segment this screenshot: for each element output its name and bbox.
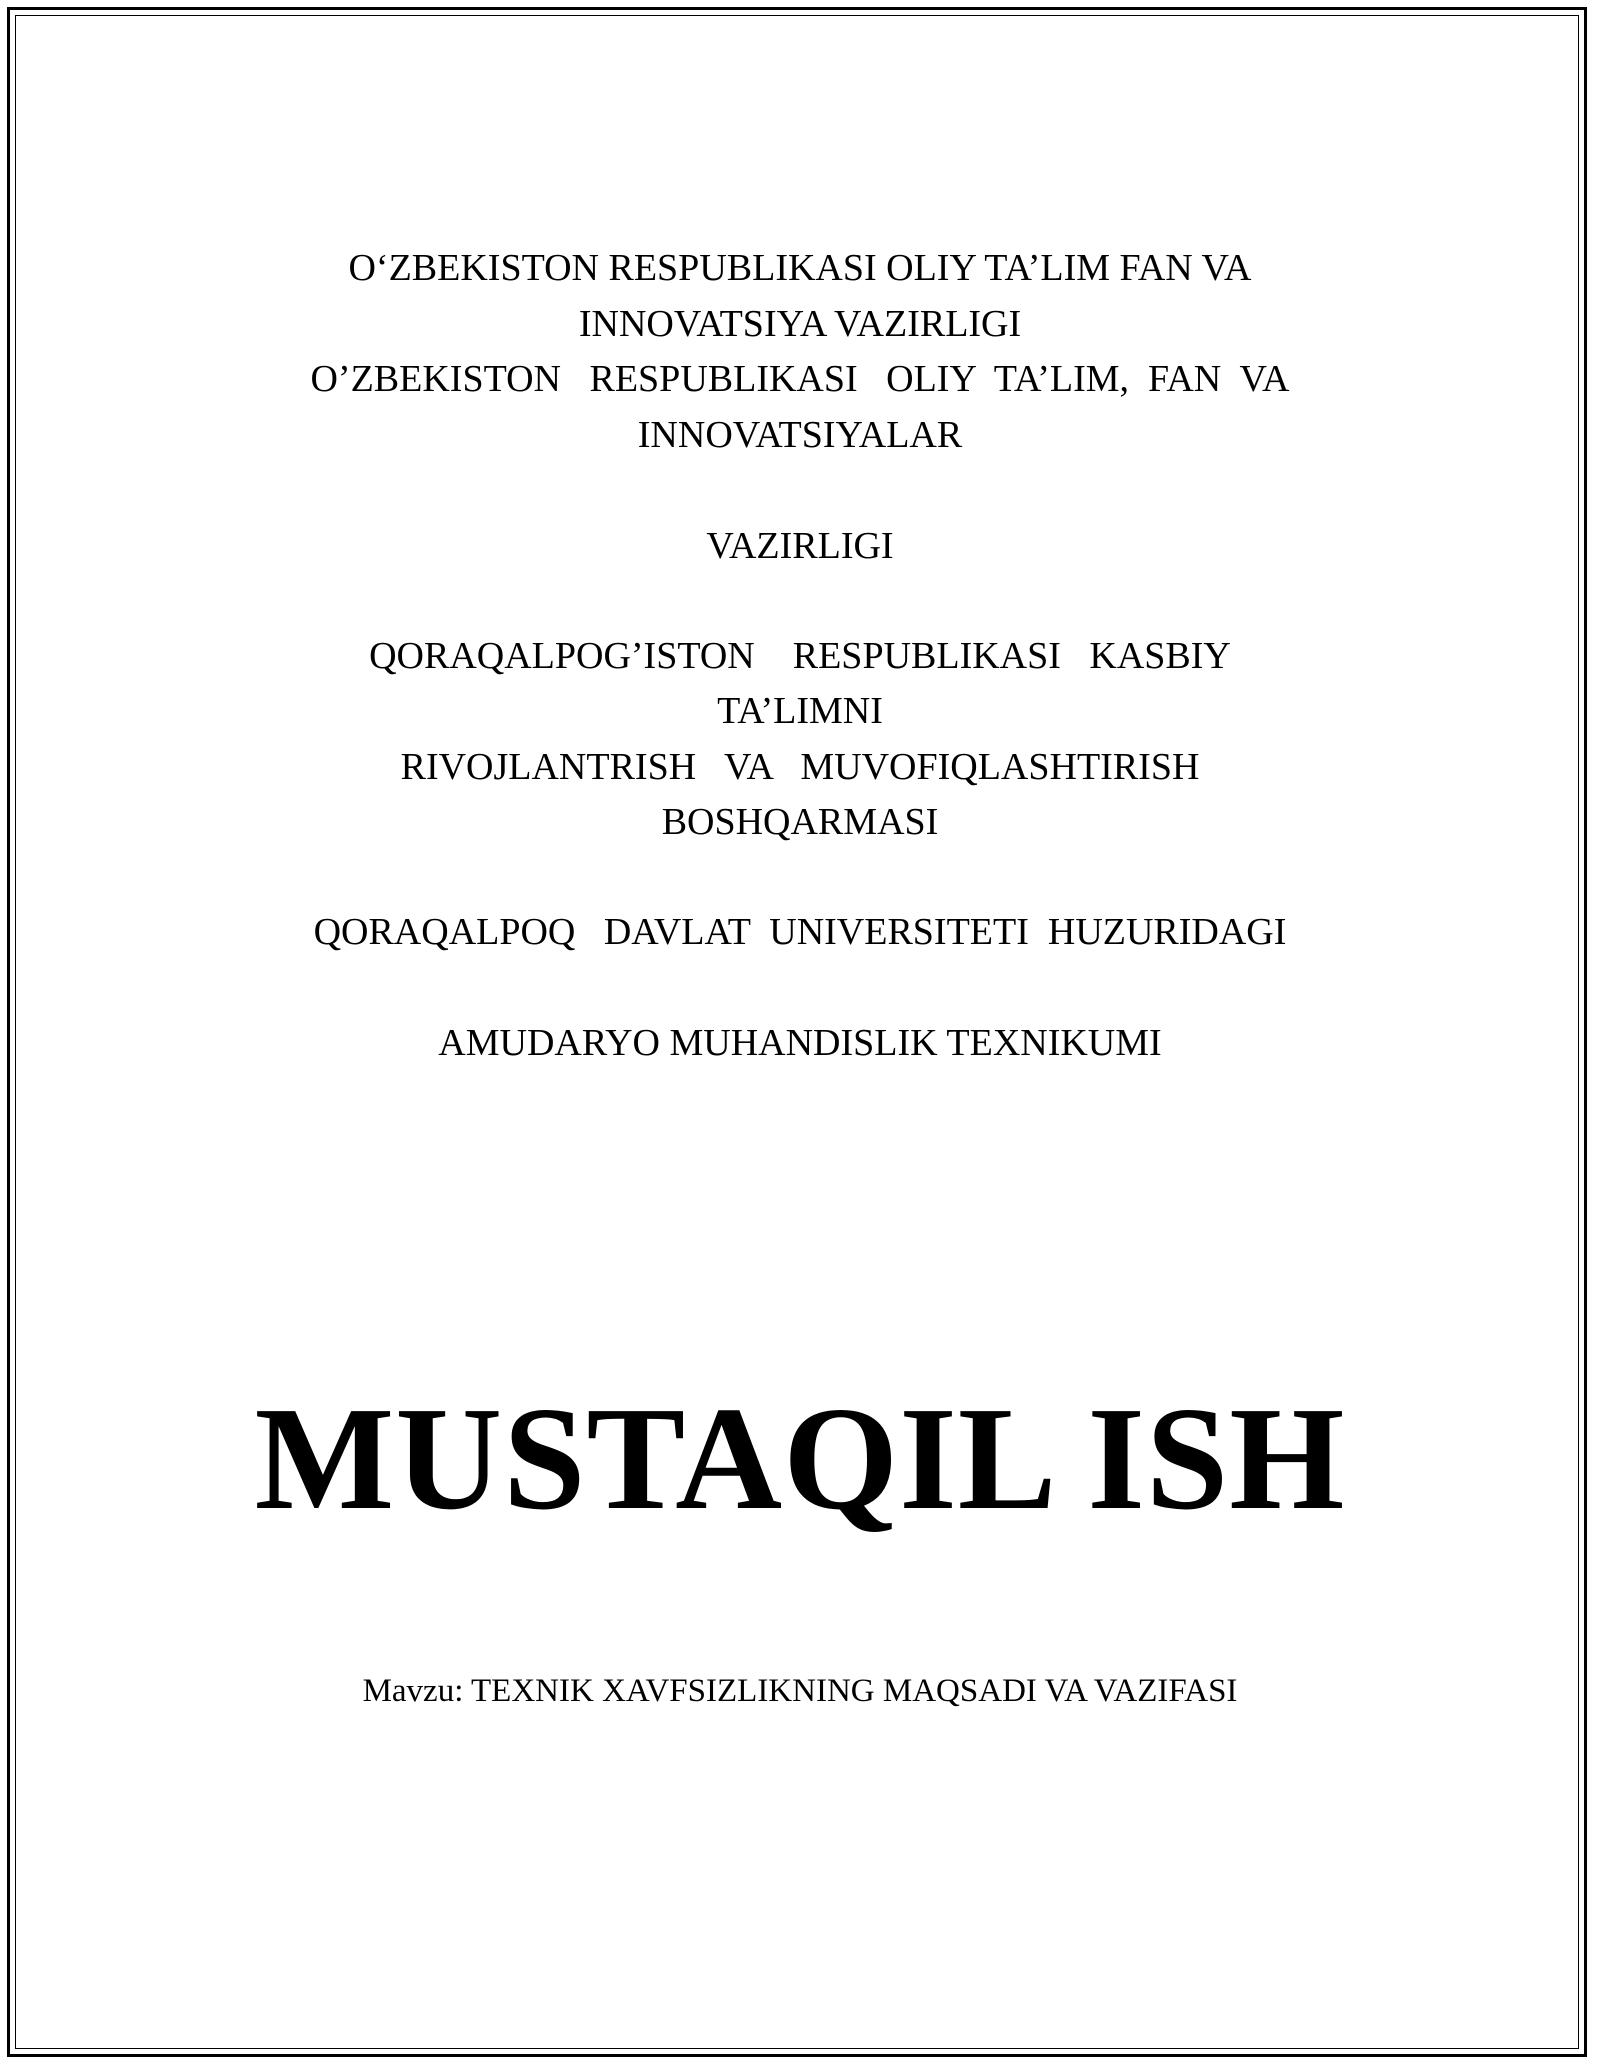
department-line-1: QORAQALPOG’ISTON RESPUBLIKASI KASBIY xyxy=(369,635,1231,677)
document-title: MUSTAQIL ISH xyxy=(254,1377,1346,1541)
department-line-2: TA’LIMNI xyxy=(717,690,883,732)
subject-line: Mavzu: TEXNIK XAVFSIZLIKNING MAQSADI VA VAZIFASI xyxy=(362,1673,1238,1709)
ministry-line-3: O’ZBEKISTON RESPUBLIKASI OLIY TA’LIM, FAN VA xyxy=(310,358,1290,400)
university-line: QORAQALPOQ DAVLAT UNIVERSITETI HUZURIDAGI xyxy=(313,911,1287,953)
ministry-line-5: VAZIRLIGI xyxy=(706,525,894,567)
ministry-line-1: O‘ZBEKISTON RESPUBLIKASI OLIY TA’LIM FAN VA xyxy=(348,247,1252,289)
ministry-line-4: INNOVATSIYALAR xyxy=(637,414,963,456)
ministry-line-2: INNOVATSIYA VAZIRLIGI xyxy=(578,303,1022,345)
college-line: AMUDARYO MUHANDISLIK TEXNIKUMI xyxy=(438,1022,1162,1064)
department-line-3: RIVOJLANTRISH VA MUVOFIQLASHTIRISH xyxy=(400,746,1200,788)
department-line-4: BOSHQARMASI xyxy=(661,801,939,843)
